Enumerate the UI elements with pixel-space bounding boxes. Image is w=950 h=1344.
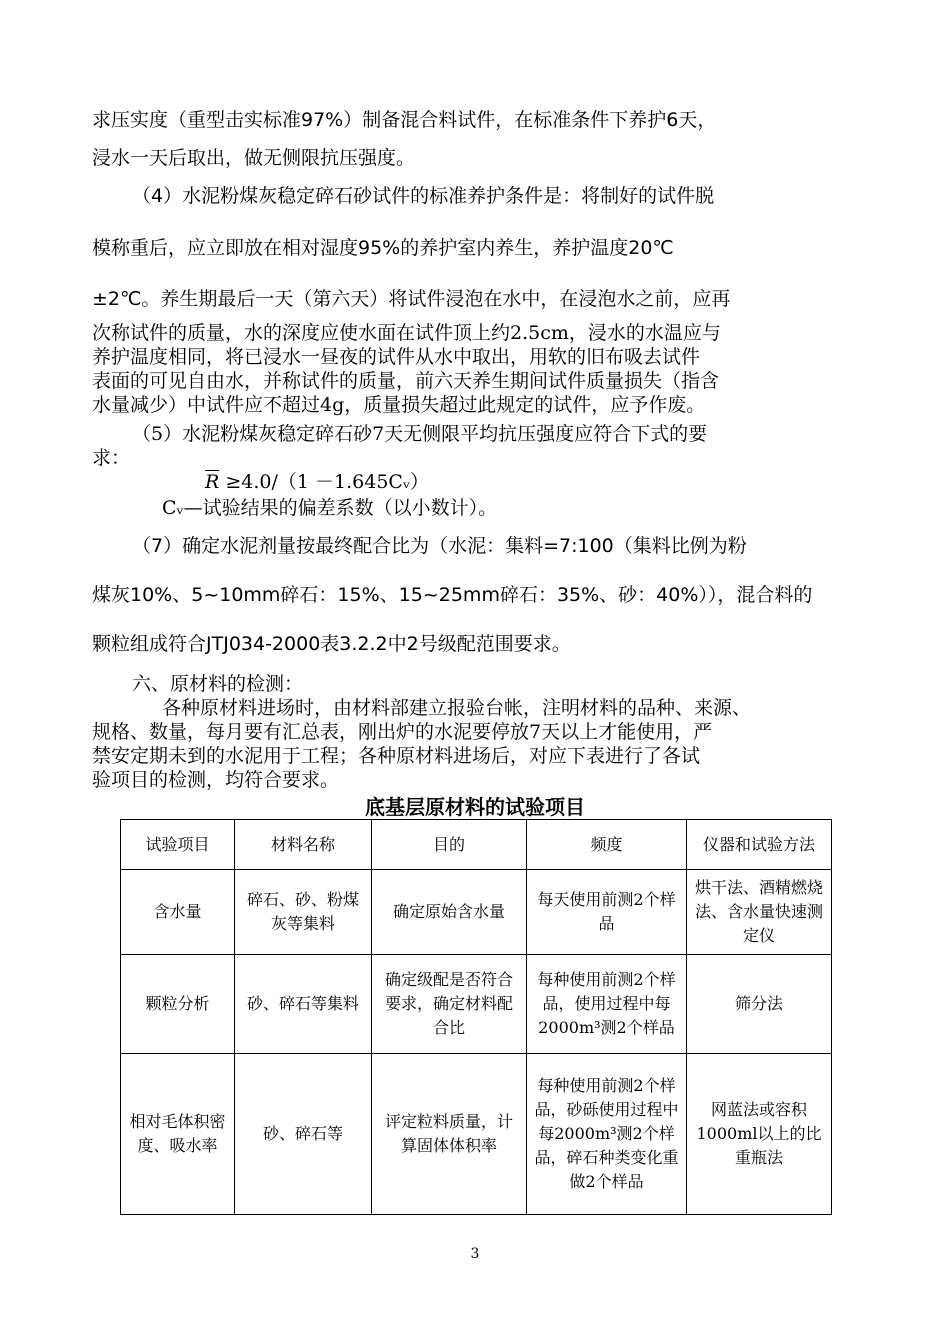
table-cell: 碎石、砂、粉煤灰等集料 bbox=[235, 870, 372, 955]
header-cell: 材料名称 bbox=[235, 820, 372, 870]
table-header-row bbox=[121, 820, 832, 870]
table-title: 底基层原材料的试验项目 bbox=[365, 795, 585, 819]
page-number: 3 bbox=[470, 1246, 480, 1262]
table-row bbox=[121, 955, 832, 1054]
paragraph-line: 水量减少）中试件应不超过4g，质量损失超过此规定的试件，应予作废。 bbox=[92, 394, 706, 416]
paragraph-line: ±2℃。养生期最后一天（第六天）将试件浸泡在水中，在浸泡水之前，应再 bbox=[92, 288, 731, 310]
table-row bbox=[121, 870, 832, 955]
paragraph-line: 模称重后，应立即放在相对湿度95%的养护室内养生，养护温度20℃ bbox=[92, 237, 674, 259]
paragraph-line: 禁安定期未到的水泥用于工程；各种原材料进场后，对应下表进行了各试 bbox=[92, 745, 701, 767]
paragraph-line: 规格、数量，每月要有汇总表，刚出炉的水泥要停放7天以上才能使用，严 bbox=[92, 721, 713, 743]
paragraph-line: 求： bbox=[92, 447, 131, 469]
cv-note: Cᵥ—试验结果的偏差系数（以小数计）。 bbox=[162, 497, 498, 519]
paragraph-line: 次称试件的质量，水的深度应使水面在试件顶上约2.5cm，浸水的水温应与 bbox=[92, 322, 721, 344]
paragraph-line: 浸水一天后取出，做无侧限抗压强度。 bbox=[92, 147, 416, 169]
paragraph-line: （7）确定水泥剂量按最终配合比为（水泥：集料=7:100（集料比例为粉 bbox=[132, 535, 747, 557]
paragraph-line: 验项目的检测，均符合要求。 bbox=[92, 769, 340, 791]
table-cell: 每种使用前测2个样品，砂砾使用过程中每2000m³测2个样品，碎石种类变化重做2个样品 bbox=[527, 1054, 687, 1215]
table-cell: 烘干法、酒精燃烧法、含水量快速测定仪 bbox=[687, 870, 832, 955]
table-cell: 相对毛体积密度、吸水率 bbox=[121, 1054, 235, 1215]
section-heading: 六、原材料的检测： bbox=[132, 673, 304, 695]
header-cell: 频度 bbox=[527, 820, 687, 870]
table-cell: 网蓝法或容积1000ml以上的比重瓶法 bbox=[687, 1054, 832, 1215]
paragraph-line: 养护温度相同，将已浸水一昼夜的试件从水中取出，用软的旧布吸去试件 bbox=[92, 346, 701, 368]
paragraph-line: 求压实度（重型击实标准97%）制备混合料试件，在标准条件下养护6天， bbox=[92, 109, 717, 131]
table-cell: 含水量 bbox=[121, 870, 235, 955]
table-cell: 每种使用前测2个样品，使用过程中每2000m³测2个样品 bbox=[527, 955, 687, 1054]
formula-r-bar: $\overline{R}$ bbox=[205, 471, 220, 493]
header-cell: 目的 bbox=[372, 820, 527, 870]
paragraph-line: 颗粒组成符合JTJ034-2000表3.2.2中2号级配范围要求。 bbox=[92, 633, 571, 655]
materials-test-table bbox=[120, 819, 832, 1215]
table-cell: 每天使用前测2个样品 bbox=[527, 870, 687, 955]
table-cell: 砂、碎石等集料 bbox=[235, 955, 372, 1054]
table-cell: 确定级配是否符合要求，确定材料配合比 bbox=[372, 955, 527, 1054]
paragraph-line: 表面的可见自由水，并称试件的质量，前六天养生期间试件质量损失（指含 bbox=[92, 370, 720, 392]
paragraph-line: 各种原材料进场时，由材料部建立报验台帐，注明材料的品种、来源、 bbox=[162, 697, 752, 719]
paragraph-line: 煤灰10%、5~10mm碎石：15%、15~25mm碎石：35%、砂：40%）），混合料的 bbox=[92, 584, 813, 606]
header-cell: 仪器和试验方法 bbox=[687, 820, 832, 870]
table-cell: 评定粒料质量，计算固体体积率 bbox=[372, 1054, 527, 1215]
table-row bbox=[121, 1054, 832, 1215]
formula-body: ≥4.0/（1 －1.645Cᵥ） bbox=[219, 471, 430, 493]
strength-formula bbox=[205, 470, 429, 494]
table-cell: 颗粒分析 bbox=[121, 955, 235, 1054]
header-cell: 试验项目 bbox=[121, 820, 235, 870]
table-cell: 筛分法 bbox=[687, 955, 832, 1054]
paragraph-line: （4）水泥粉煤灰稳定碎石砂试件的标准养护条件是：将制好的试件脱 bbox=[132, 185, 715, 207]
table-cell: 确定原始含水量 bbox=[372, 870, 527, 955]
paragraph-line: （5）水泥粉煤灰稳定碎石砂7天无侧限平均抗压强度应符合下式的要 bbox=[132, 423, 708, 445]
table-cell: 砂、碎石等 bbox=[235, 1054, 372, 1215]
